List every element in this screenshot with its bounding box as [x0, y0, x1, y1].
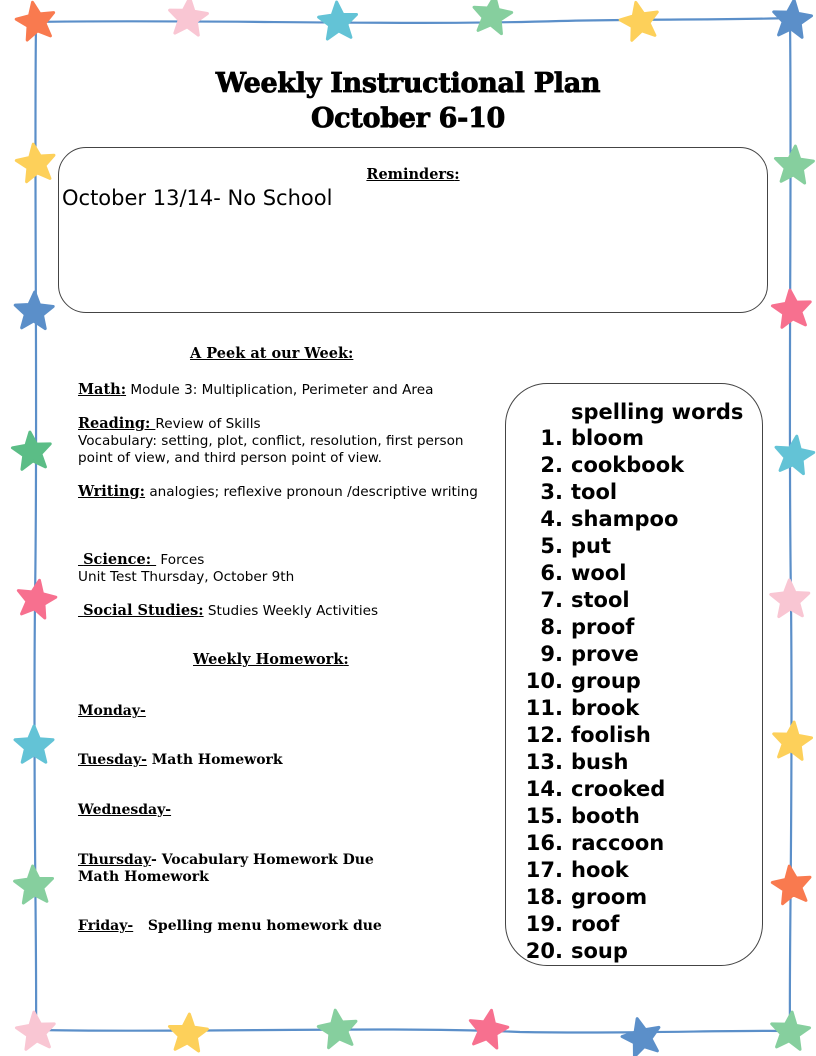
spelling-word-number: 2.	[540, 453, 563, 477]
spelling-word-item	[506, 426, 756, 453]
spelling-words-box	[505, 383, 763, 966]
spelling-word-item	[506, 642, 756, 669]
star-icon	[619, 1014, 665, 1056]
spelling-word: booth	[571, 804, 640, 828]
subject-label: Math:	[78, 381, 127, 398]
spelling-word-number: 15.	[525, 804, 563, 828]
star-icon	[471, 0, 514, 35]
spelling-word: proof	[571, 615, 635, 639]
homework-task: - Vocabulary Homework Due	[151, 852, 374, 868]
homework-day: Monday-	[78, 703, 146, 719]
homework-day: Friday-	[78, 918, 134, 934]
homework-task-line2: Math Homework	[78, 869, 209, 885]
spelling-word: brook	[571, 696, 640, 720]
spelling-word: put	[571, 534, 612, 558]
star-icon	[14, 142, 57, 183]
spelling-heading: spelling words	[571, 400, 744, 424]
spelling-word-item	[506, 453, 756, 480]
spelling-word-number: 5.	[540, 534, 563, 558]
subject-text: Review of Skills	[155, 416, 261, 432]
spelling-word-number: 20.	[525, 939, 563, 963]
subject-social-studies	[78, 602, 478, 620]
reminders-box	[58, 147, 768, 313]
spelling-word-item	[506, 669, 756, 696]
spelling-word-item	[506, 480, 756, 507]
subject-label: Reading:	[78, 415, 156, 432]
star-icon	[771, 288, 813, 328]
subject-label: Social Studies:	[78, 602, 204, 619]
spelling-word-item	[506, 912, 756, 939]
spelling-word-item	[506, 588, 756, 615]
spelling-word-number: 4.	[540, 507, 563, 531]
subject-reading	[78, 415, 478, 467]
spelling-word: bush	[571, 750, 629, 774]
border-line-right	[790, 18, 792, 1031]
spelling-word-item	[506, 750, 756, 777]
homework-friday	[78, 918, 382, 935]
star-icon	[771, 0, 813, 38]
spelling-word: shampoo	[571, 507, 679, 531]
spelling-word-item	[506, 696, 756, 723]
star-icon	[14, 291, 53, 329]
spelling-word-item	[506, 615, 756, 642]
subject-label: Science:	[78, 551, 157, 568]
spelling-word-number: 7.	[540, 588, 563, 612]
star-icon	[466, 1007, 510, 1049]
spelling-word-number: 16.	[525, 831, 563, 855]
spelling-list	[506, 426, 756, 966]
star-icon	[316, 1008, 359, 1049]
homework-task: Spelling menu homework due	[133, 918, 382, 934]
spelling-word-number: 11.	[525, 696, 563, 720]
spelling-word-item	[506, 534, 756, 561]
homework-wednesday	[78, 802, 171, 819]
star-icon	[15, 726, 53, 762]
spelling-word-item	[506, 804, 756, 831]
spelling-word: wool	[571, 561, 627, 585]
spelling-word-number: 6.	[540, 561, 563, 585]
spelling-word-item	[506, 939, 756, 966]
spelling-word: tool	[571, 480, 618, 504]
page-title: Weekly Instructional Plan	[215, 68, 601, 99]
spelling-word: raccoon	[571, 831, 665, 855]
spelling-word-number: 10.	[525, 669, 563, 693]
spelling-word-number: 19.	[525, 912, 563, 936]
spelling-word-item	[506, 777, 756, 804]
star-icon	[617, 0, 662, 42]
border-line-left	[34, 22, 36, 1030]
reminder-text: October 13/14- No School	[62, 186, 333, 210]
subject-detail: Vocabulary: setting, plot, conflict, resolution, first person point of view, and third person point of view.	[78, 433, 464, 466]
subject-text: Studies Weekly Activities	[203, 603, 379, 619]
spelling-word-number: 13.	[525, 750, 563, 774]
spelling-word: prove	[571, 642, 639, 666]
spelling-word: soup	[571, 939, 628, 963]
spelling-word-number: 17.	[525, 858, 563, 882]
homework-task: Math Homework	[146, 752, 283, 768]
peek-heading: A Peek at our Week:	[190, 345, 354, 362]
subject-math	[78, 381, 478, 399]
subject-science	[78, 551, 478, 586]
homework-day: Tuesday-	[78, 752, 147, 768]
spelling-word: crooked	[571, 777, 666, 801]
spelling-word-number: 9.	[540, 642, 563, 666]
spelling-word-item	[506, 858, 756, 885]
spelling-word: hook	[571, 858, 629, 882]
star-icon	[771, 720, 813, 760]
spelling-word: roof	[571, 912, 620, 936]
spelling-word: bloom	[571, 426, 644, 450]
spelling-word-number: 18.	[525, 885, 563, 909]
star-icon	[770, 579, 809, 617]
homework-monday	[78, 703, 146, 720]
reminders-heading: Reminders:	[366, 166, 460, 183]
spelling-word: groom	[571, 885, 648, 909]
spelling-word-item	[506, 885, 756, 912]
spelling-word: group	[571, 669, 641, 693]
spelling-word-number: 3.	[540, 480, 563, 504]
spelling-word: foolish	[571, 723, 651, 747]
subject-text: analogies; reflexive pronoun /descriptive writing	[145, 484, 478, 500]
star-icon	[773, 434, 816, 475]
homework-day: Wednesday-	[78, 802, 172, 818]
star-icon	[14, 577, 58, 619]
homework-thursday	[78, 852, 374, 886]
star-icon	[14, 865, 54, 904]
star-icon	[168, 0, 209, 36]
border-line-bottom	[36, 1029, 790, 1032]
spelling-word-number: 8.	[540, 615, 563, 639]
star-icon	[168, 1013, 208, 1052]
star-icon	[769, 1010, 811, 1050]
spelling-word-number: 1.	[540, 426, 563, 450]
star-icon	[11, 430, 53, 470]
homework-day: Thursday	[78, 852, 152, 868]
spelling-word: stool	[571, 588, 630, 612]
spelling-word-number: 14.	[525, 777, 563, 801]
page-subtitle-dates: October 6-10	[310, 103, 506, 134]
star-icon	[14, 0, 58, 41]
spelling-word-item	[506, 561, 756, 588]
subject-label: Writing:	[78, 483, 146, 500]
homework-tuesday	[78, 752, 283, 769]
subject-detail: Unit Test Thursday, October 9th	[78, 569, 295, 585]
star-icon	[15, 1010, 57, 1050]
homework-heading: Weekly Homework:	[193, 651, 349, 668]
star-icon	[318, 1, 358, 40]
star-icon	[770, 864, 813, 905]
spelling-word-number: 12.	[525, 723, 563, 747]
subject-text: Forces	[156, 552, 205, 568]
spelling-word-item	[506, 507, 756, 534]
star-icon	[774, 145, 814, 184]
subject-text: Module 3: Multiplication, Perimeter and Area	[126, 382, 434, 398]
spelling-word: cookbook	[571, 453, 685, 477]
spelling-word-item	[506, 723, 756, 750]
spelling-word-item	[506, 831, 756, 858]
subject-writing	[78, 483, 478, 501]
border-line-top	[36, 18, 790, 23]
